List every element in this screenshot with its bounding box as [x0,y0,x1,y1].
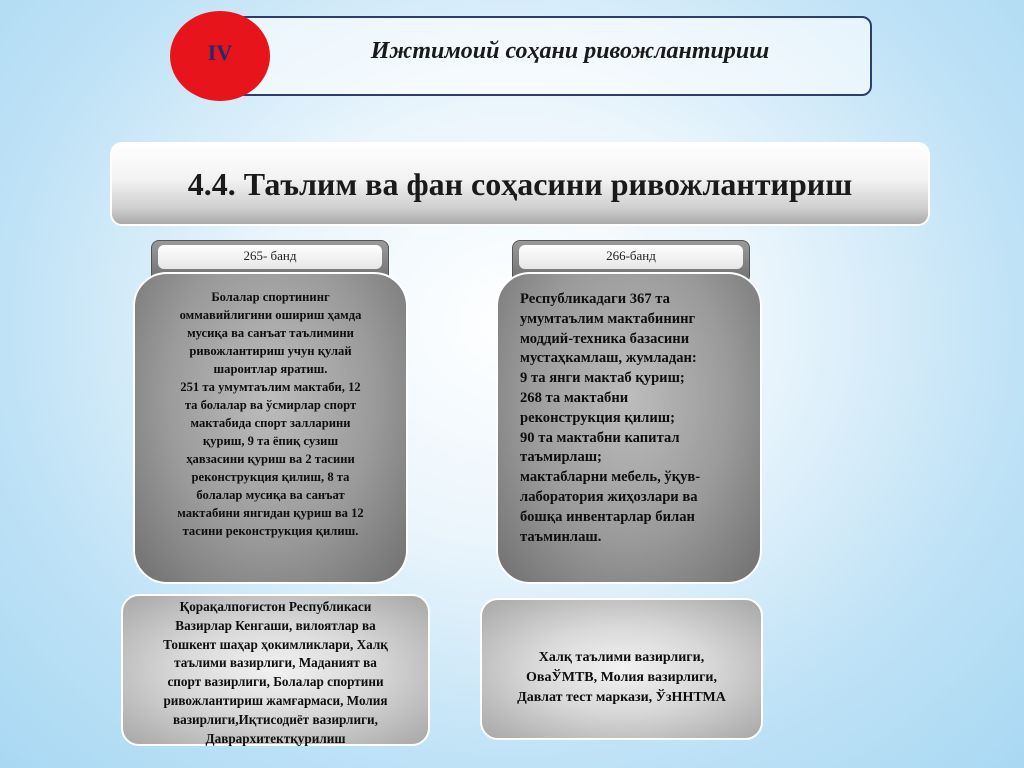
section-title: 4.4. Таълим ва фан соҳасини ривожлантириш [187,165,853,202]
measure-266-line: мустаҳкамлаш, жумладан: [520,350,697,367]
tab-265-label: 265- банд [158,245,382,269]
measure-265-line: 251 та умумтаълим мактаби, 12 [180,380,361,394]
measure-265-line: тасини реконструкция қилиш. [182,524,359,538]
measure-266-line: 90 та мактабни капитал [520,429,680,446]
tab-266-label: 266-банд [519,245,743,269]
section-title-bar [110,142,930,226]
measure-265-line: реконструкция қилиш, 8 та [191,470,350,484]
measure-265-line: шароитлар яратиш. [213,362,328,376]
chapter-number-badge [170,11,270,101]
measure-266-line: мактабларни мебель, ўқув- [520,469,701,486]
responsible-265-line: Қорақалпоғистон Республикаси [179,599,372,614]
measure-265-line: мактабида спорт залларини [190,416,351,430]
responsible-266-text [482,648,761,708]
measure-265-line: Болалар спортининг [211,290,330,304]
measure-266-line: Республикадаги 367 та [520,291,670,307]
measure-266-line: таъмирлаш; [520,449,602,466]
measure-266-line: 268 та мактабни [520,389,629,406]
measure-265-box [133,272,408,584]
measure-266-line: бошқа инвентарлар билан [520,508,695,525]
responsible-266-line: ОваЎМТВ, Молия вазирлиги, [526,670,717,685]
measure-266-text [520,290,746,547]
responsible-266-line: Давлат тест маркази, ЎзННТМА [517,690,726,705]
responsible-265-line: ривожлантириш жамғармаси, Молия [163,692,388,708]
measure-266-line: 9 та янги мактаб қуриш; [520,370,685,387]
measure-266-line: моддий-техника базасини [520,330,690,347]
responsible-266-line: Халқ таълими вазирлиги, [538,650,705,665]
measure-265-line: оммавийлигини ошириш ҳамда [179,308,362,322]
responsible-265-box [121,594,430,746]
chapter-title: Ижтимоий соҳани ривожлантириш [370,38,770,64]
measure-266-box [496,272,762,584]
measure-266-line: таъминлаш. [520,528,602,545]
measure-265-line: ҳавзасини қуриш ва 2 тасини [186,452,355,466]
responsible-265-line: вазирлиги,Иқтисодиёт вазирлиги, [173,711,378,727]
responsible-265-line: Вазирлар Кенгаши, вилоятлар ва [175,617,376,633]
measure-266-line: лаборатория жиҳозлари ва [520,488,698,505]
measure-265-line: та болалар ва ўсмирлар спорт [184,398,357,412]
measure-266-line: умумтаълим мактабининг [520,310,696,327]
measure-265-line: болалар мусиқа ва санъат [196,488,345,502]
measure-265-line: қуриш, 9 та ёпиқ сузиш [202,434,339,448]
chapter-number: IV [207,40,233,65]
responsible-265-line: Тошкент шаҳар ҳокимликлари, Халқ [163,636,388,652]
responsible-265-line: таълими вазирлиги, Маданият ва [174,655,377,671]
measure-266-line: реконструкция қилиш; [520,409,675,426]
measure-265-line: мусиқа ва санъат таълимини [187,326,354,340]
responsible-265-text [123,598,428,748]
responsible-265-line: Даврархитектқурилиш [205,730,346,746]
measure-265-line: ривожлантириш учун қулай [189,344,352,358]
responsible-265-line: спорт вазирлиги, Болалар спортини [167,674,384,690]
measure-265-text [135,288,406,540]
measure-265-line: мактабини янгидан қуриш ва 12 [177,506,364,520]
responsible-266-box [480,598,763,740]
